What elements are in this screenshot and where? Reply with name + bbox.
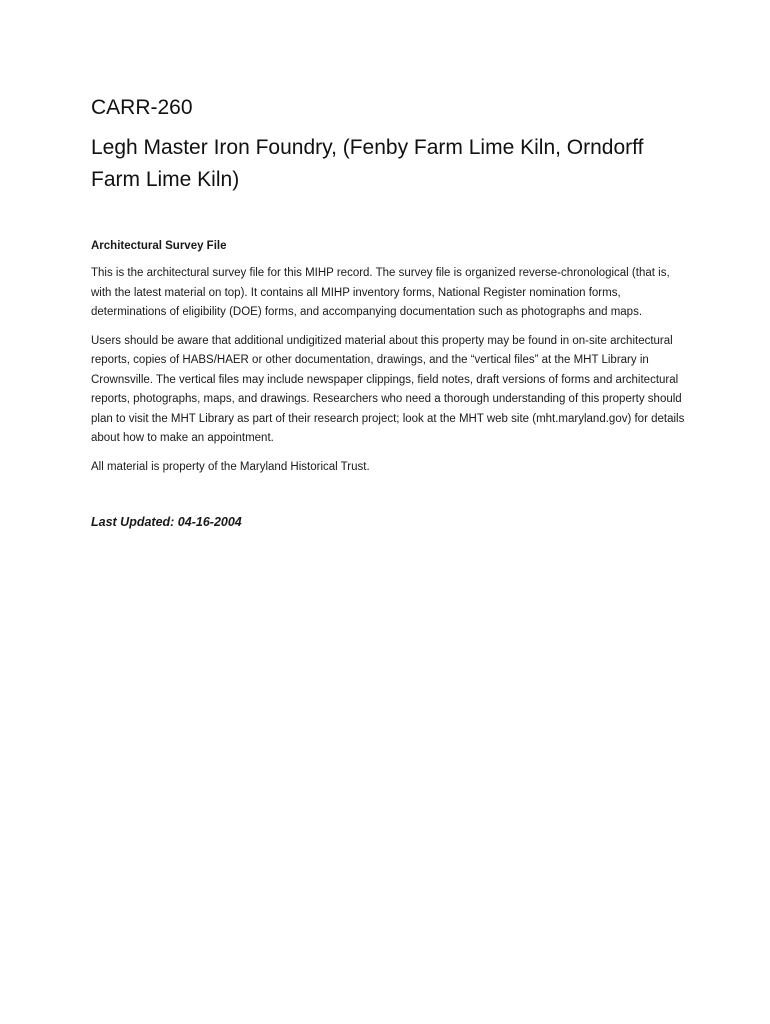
additional-material-paragraph: Users should be aware that additional undigitized material about this property may be found in on-site architectural reports, copies of HABS/HAER or other documentation, drawings, and the “vertical files” at the MHT Library in Crownsville. The vertical files may include newspaper clippings, field notes, draft versions of forms and architectural reports, photographs, maps, and drawings. Researchers who need a thorough understanding of this property should plan to visit the MHT Library as part of their research project; look at the MHT web site (mht.maryland.gov) for details about how to make an appointment.	[91, 334, 685, 444]
ownership-paragraph: All material is property of the Maryland Historical Trust.	[91, 460, 370, 473]
section-heading: Architectural Survey File	[91, 240, 227, 252]
intro-paragraph: This is the architectural survey file for this MIHP record. The survey file is organized reverse-chronological (that is, with the latest material on top). It contains all MIHP inventory forms, National Register nomination forms, determinations of eligibility (DOE) forms, and accompanying documentation such as photographs and maps.	[91, 267, 670, 318]
last-updated-label: Last Updated: 04-16-2004	[91, 515, 242, 529]
record-id-title: CARR-260	[91, 96, 193, 119]
property-name-title: Legh Master Iron Foundry, (Fenby Farm Lime Kiln, Orndorff Farm Lime Kiln)	[91, 136, 644, 191]
document-content	[91, 94, 687, 531]
